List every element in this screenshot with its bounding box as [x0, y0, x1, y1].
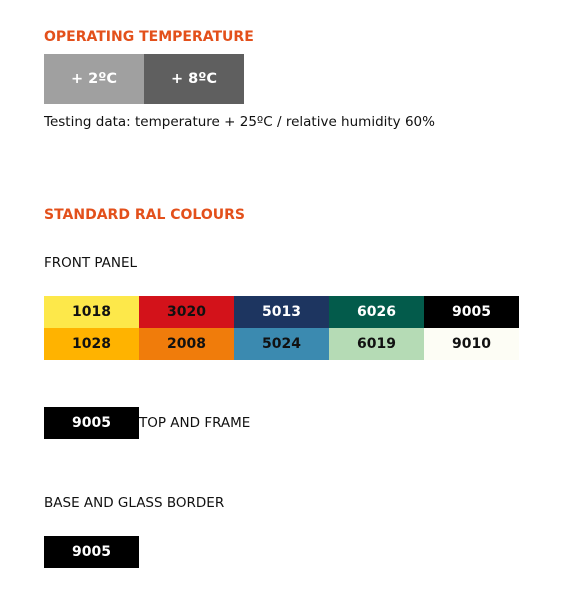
- temperature-min-box: + 2ºC: [44, 54, 144, 104]
- standard-ral-colours-heading: STANDARD RAL COLOURS: [44, 207, 245, 223]
- ral-swatch: 1018: [44, 296, 139, 328]
- ral-swatch: 6026: [329, 296, 424, 328]
- base-and-glass-border-label: BASE AND GLASS BORDER: [44, 495, 225, 511]
- ral-swatch: 5013: [234, 296, 329, 328]
- operating-temperature-heading: OPERATING TEMPERATURE: [44, 29, 254, 45]
- top-and-frame-label: TOP AND FRAME: [139, 415, 251, 431]
- top-and-frame-swatch: 9005: [44, 407, 139, 439]
- ral-swatch: 1028: [44, 328, 139, 360]
- ral-swatch: 3020: [139, 296, 234, 328]
- ral-swatch: 2008: [139, 328, 234, 360]
- ral-swatch: 9005: [424, 296, 519, 328]
- front-panel-label: FRONT PANEL: [44, 255, 138, 271]
- temperature-range: [44, 54, 244, 104]
- front-panel-swatch-grid: [44, 296, 519, 360]
- ral-swatch: 6019: [329, 328, 424, 360]
- ral-swatch: 5024: [234, 328, 329, 360]
- ral-swatch: 9010: [424, 328, 519, 360]
- base-and-glass-border-swatch: 9005: [44, 536, 139, 568]
- testing-data-note: Testing data: temperature + 25ºC / relative humidity 60%: [44, 114, 435, 130]
- temperature-max-box: + 8ºC: [144, 54, 244, 104]
